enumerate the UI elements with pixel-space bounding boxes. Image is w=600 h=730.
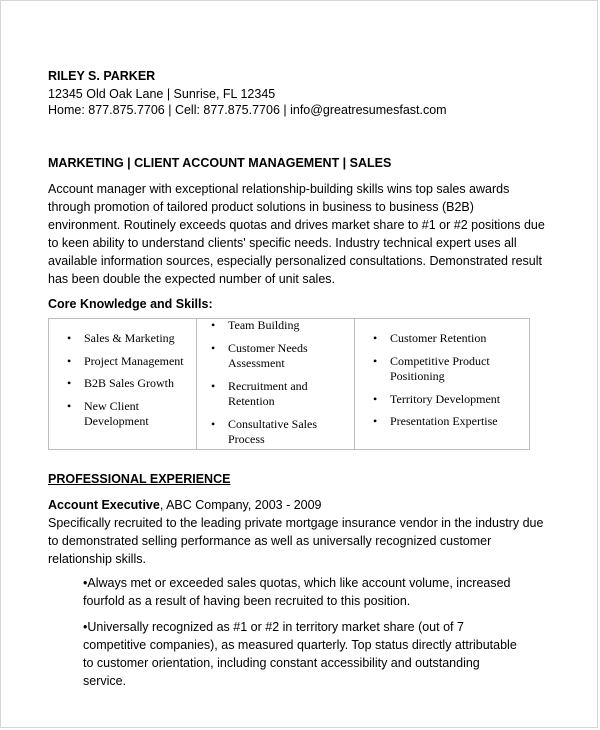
job-company-dates: , ABC Company, 2003 - 2009: [159, 498, 322, 512]
skill-item: • B2B Sales Growth: [67, 376, 192, 392]
achievement-text: •Universally recognized as #1 or #2 in territory market share (out of 7 competitive companies), as measured quarterly. Top status directly attributable to customer orientation, including constant accessibility and outstanding service.: [83, 620, 517, 688]
skill-item: • Presentation Expertise: [373, 414, 523, 430]
experience-title: PROFESSIONAL EXPERIENCE: [48, 472, 231, 486]
achievement-bullet: [83, 574, 523, 610]
candidate-contact: Home: 877.875.7706 | Cell: 877.875.7706 | info@greatresumesfast.com: [48, 103, 447, 117]
achievement-bullet: [83, 618, 523, 690]
skills-column-3: [355, 319, 529, 449]
achievement-text: •Always met or exceeded sales quotas, which like account volume, increased fourfold as a result of having been recruited to this position.: [83, 576, 511, 608]
skill-item: • Customer Needs Assessment: [211, 341, 346, 372]
skill-item: • Sales & Marketing: [67, 331, 192, 347]
skill-item: • New Client Development: [67, 399, 192, 430]
skill-item: • Recruitment and Retention: [211, 379, 346, 410]
skill-item: • Customer Retention: [373, 331, 523, 347]
skills-table: [48, 318, 530, 450]
candidate-address: 12345 Old Oak Lane | Sunrise, FL 12345: [48, 87, 276, 101]
job-title: Account Executive: [48, 498, 160, 512]
job-heading: [48, 496, 558, 514]
skill-item: • Competitive Product Positioning: [373, 354, 523, 385]
skill-item: • Project Management: [67, 354, 192, 370]
skill-item: • Consultative Sales Process: [211, 417, 346, 448]
candidate-name: RILEY S. PARKER: [48, 69, 156, 83]
job-description: Specifically recruited to the leading private mortgage insurance vendor in the industry due to demonstrated selling performance as well as universally recognized customer relationship skills.: [48, 516, 544, 566]
skills-column-2: [197, 319, 355, 449]
resume-headline: MARKETING | CLIENT ACCOUNT MANAGEMENT | SALES: [48, 156, 392, 170]
skill-item: • Team Building: [211, 318, 346, 334]
professional-summary: Account manager with exceptional relationship-building skills wins top sales awards through promotion of tailored product solutions in business to business (B2B) environment. Routinely exceeds quotas and drives market share to #1 or #2 positions due to keen ability to understand clients' specific needs. Industry technical expert uses all available information sources, especially personalized consultations. Demonstrated result has been double the expected number of unit sales.: [48, 182, 545, 286]
skill-item: • Territory Development: [373, 392, 523, 408]
skills-title: Core Knowledge and Skills:: [48, 297, 213, 311]
skills-column-1: [49, 319, 197, 449]
